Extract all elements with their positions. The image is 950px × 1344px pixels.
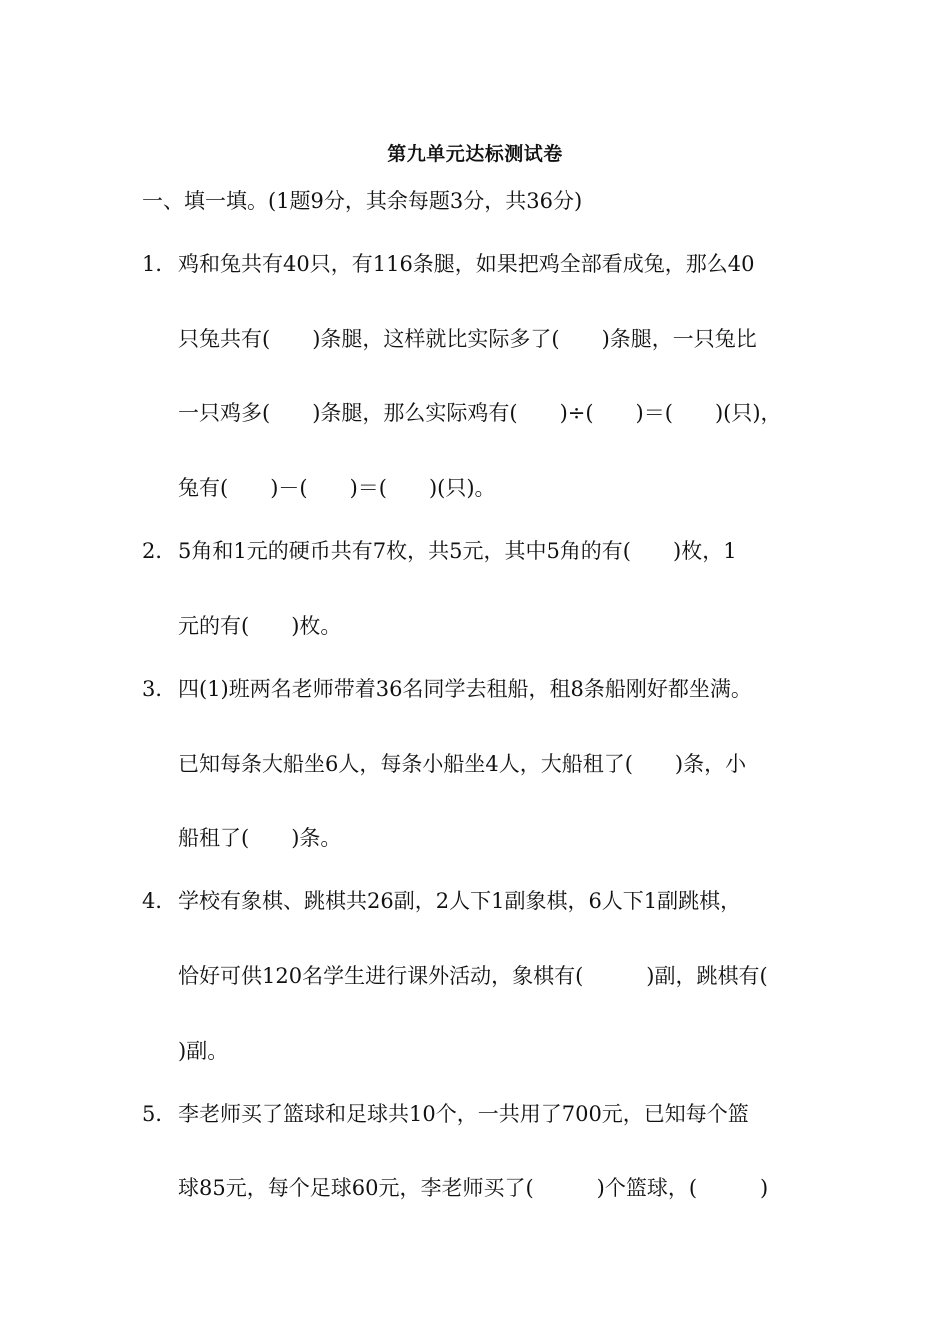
- question-1-text-4: 兔有( )－( )＝( )(只)。: [178, 476, 496, 500]
- question-1-line-1: [142, 249, 755, 279]
- question-4-text-3: )副。: [178, 1039, 229, 1063]
- section-heading: 一、填一填。(1题9分，其余每题3分，共36分): [142, 189, 583, 213]
- page-title: 第九单元达标测试卷: [387, 143, 563, 165]
- question-5-number: 5．: [142, 1102, 177, 1126]
- question-2-text-2: 元的有( )枚。: [178, 614, 342, 638]
- question-4-number: 4．: [142, 889, 177, 913]
- question-5-line-1: [142, 1099, 749, 1129]
- question-4-text-2: 恰好可供120名学生进行课外活动，象棋有( )副，跳棋有(: [178, 964, 768, 988]
- question-2-number: 2．: [142, 539, 177, 563]
- question-1-text-1: 鸡和兔共有40只，有116条腿，如果把鸡全部看成兔，那么40: [178, 252, 755, 276]
- question-5-text-2: 球85元，每个足球60元，李老师买了( )个篮球，( ): [178, 1176, 769, 1200]
- question-2-line-1: [142, 536, 737, 566]
- question-4-line-1: [142, 886, 741, 916]
- question-5-text-1: 李老师买了篮球和足球共10个，一共用了700元，已知每个篮: [178, 1102, 749, 1126]
- question-2-text-1: 5角和1元的硬币共有7枚，共5元，其中5角的有( )枚，1: [178, 539, 737, 563]
- question-1-text-2: 只兔共有( )条腿，这样就比实际多了( )条腿，一只兔比: [178, 327, 757, 351]
- question-3-text-2: 已知每条大船坐6人，每条小船坐4人，大船租了( )条，小: [178, 752, 747, 776]
- question-1-text-3: 一只鸡多( )条腿，那么实际鸡有( )÷( )＝( )(只)，: [178, 401, 782, 425]
- question-3-line-1: [142, 674, 752, 704]
- question-3-number: 3．: [142, 677, 177, 701]
- question-3-text-1: 四(1)班两名老师带着36名同学去租船，租8条船刚好都坐满。: [178, 677, 752, 701]
- question-3-text-3: 船租了( )条。: [178, 826, 342, 850]
- question-4-text-1: 学校有象棋、跳棋共26副，2人下1副象棋，6人下1副跳棋，: [178, 889, 742, 913]
- question-1-number: 1．: [142, 252, 177, 276]
